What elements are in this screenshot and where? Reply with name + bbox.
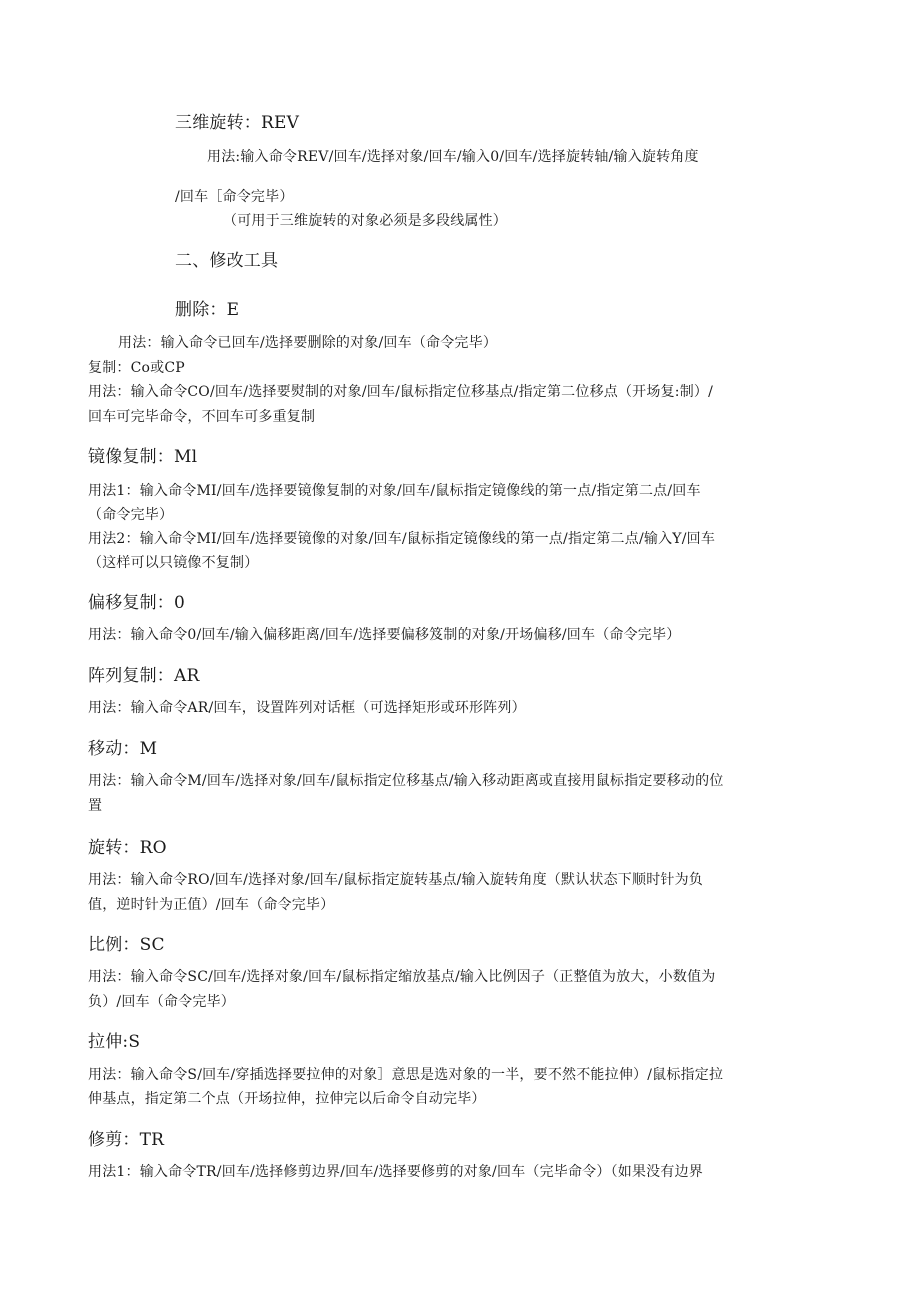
usage-trim-1: 用法1：输入命令TR/回车/选择修剪边界/回车/选择要修剪的对象/回车（完毕命令）（如果没有边界 <box>88 1164 703 1180</box>
heading-copy: 复制：Co或CP <box>88 360 185 376</box>
heading-erase: 删除：E <box>175 300 240 320</box>
heading-move: 移动：M <box>88 739 158 759</box>
usage-mirror-1: 用法1：输入命令MI/回车/选择要镜像复制的对象/回车/鼠标指定镜像线的第一点/指定第二点/回车 <box>88 483 701 499</box>
heading-3d-rotate: 三维旋转：REV <box>175 113 300 133</box>
usage-stretch: 用法：输入命令S/回车/穿插选择要拉伸的对象］意思是选对象的一半，要不然不能拉伸）/鼠标指定拉 <box>88 1067 724 1083</box>
usage-erase: 用法：输入命令已回车/选择要删除的对象/回车（命令完毕） <box>118 335 498 351</box>
section-heading-modify-tools: 二、修改工具 <box>175 251 279 271</box>
heading-rotate: 旋转：RO <box>88 838 167 858</box>
heading-trim: 修剪：TR <box>88 1130 165 1150</box>
usage-3d-rotate: 用法:输入命令REV/回车/选择对象/回车/输入0/回车/选择旋转轴/输入旋转角度 <box>207 149 699 165</box>
heading-stretch: 拉伸:S <box>88 1032 141 1052</box>
usage-mirror-2-cont: （这样可以只镜像不复制） <box>88 555 259 571</box>
usage-stretch-cont: 伸基点，指定第二个点（开场拉伸，拉伸完以后命令自动完毕） <box>88 1091 486 1107</box>
usage-copy: 用法：输入命令CO/回车/选择要熨制的对象/回车/鼠标指定位移基点/指定第二位移点（开场复:制）/ <box>88 384 714 400</box>
usage-rotate: 用法：输入命令RO/回车/选择对象/回车/鼠标指定旋转基点/输入旋转角度（默认状态下顺时针为负 <box>88 872 703 888</box>
usage-rotate-cont: 值，逆时针为正值）/回车（命令完毕） <box>88 897 335 913</box>
heading-mirror: 镜像复制：Ml <box>88 447 198 467</box>
heading-offset: 偏移复制：0 <box>88 593 186 613</box>
usage-3d-rotate-cont: /回车［命令完毕） <box>175 189 294 205</box>
usage-scale-cont: 负）/回车（命令完毕） <box>88 994 235 1010</box>
usage-copy-cont: 回车可完毕命令，不回车可多重复制 <box>88 409 316 425</box>
heading-scale: 比例：SC <box>88 935 165 955</box>
usage-scale: 用法：输入命令SC/回车/选择对象/回车/鼠标指定缩放基点/输入比例因子（正整值为放大，小数值为 <box>88 969 716 985</box>
usage-move: 用法：输入命令M/回车/选择对象/回车/鼠标指定位移基点/输入移动距离或直接用鼠标指定要移动的位 <box>88 773 724 789</box>
usage-mirror-1-cont: （命令完毕） <box>88 507 174 523</box>
usage-offset: 用法：输入命令0/回车/输入偏移距离/回车/选择要偏移笈制的对象/开场偏移/回车（命令完毕） <box>88 627 681 643</box>
usage-mirror-2: 用法2：输入命令MI/回车/选择要镜像的对象/回车/鼠标指定镜像线的第一点/指定第二点/输入Y/回车 <box>88 531 716 547</box>
note-3d-rotate: （可用于三维旋转的对象必须是多段线属性） <box>223 213 507 229</box>
usage-array: 用法：输入命令AR/回车，设置阵列对话框（可选择矩形或环形阵列） <box>88 700 526 716</box>
usage-move-cont: 置 <box>88 798 103 814</box>
heading-array: 阵列复制：AR <box>88 666 200 686</box>
